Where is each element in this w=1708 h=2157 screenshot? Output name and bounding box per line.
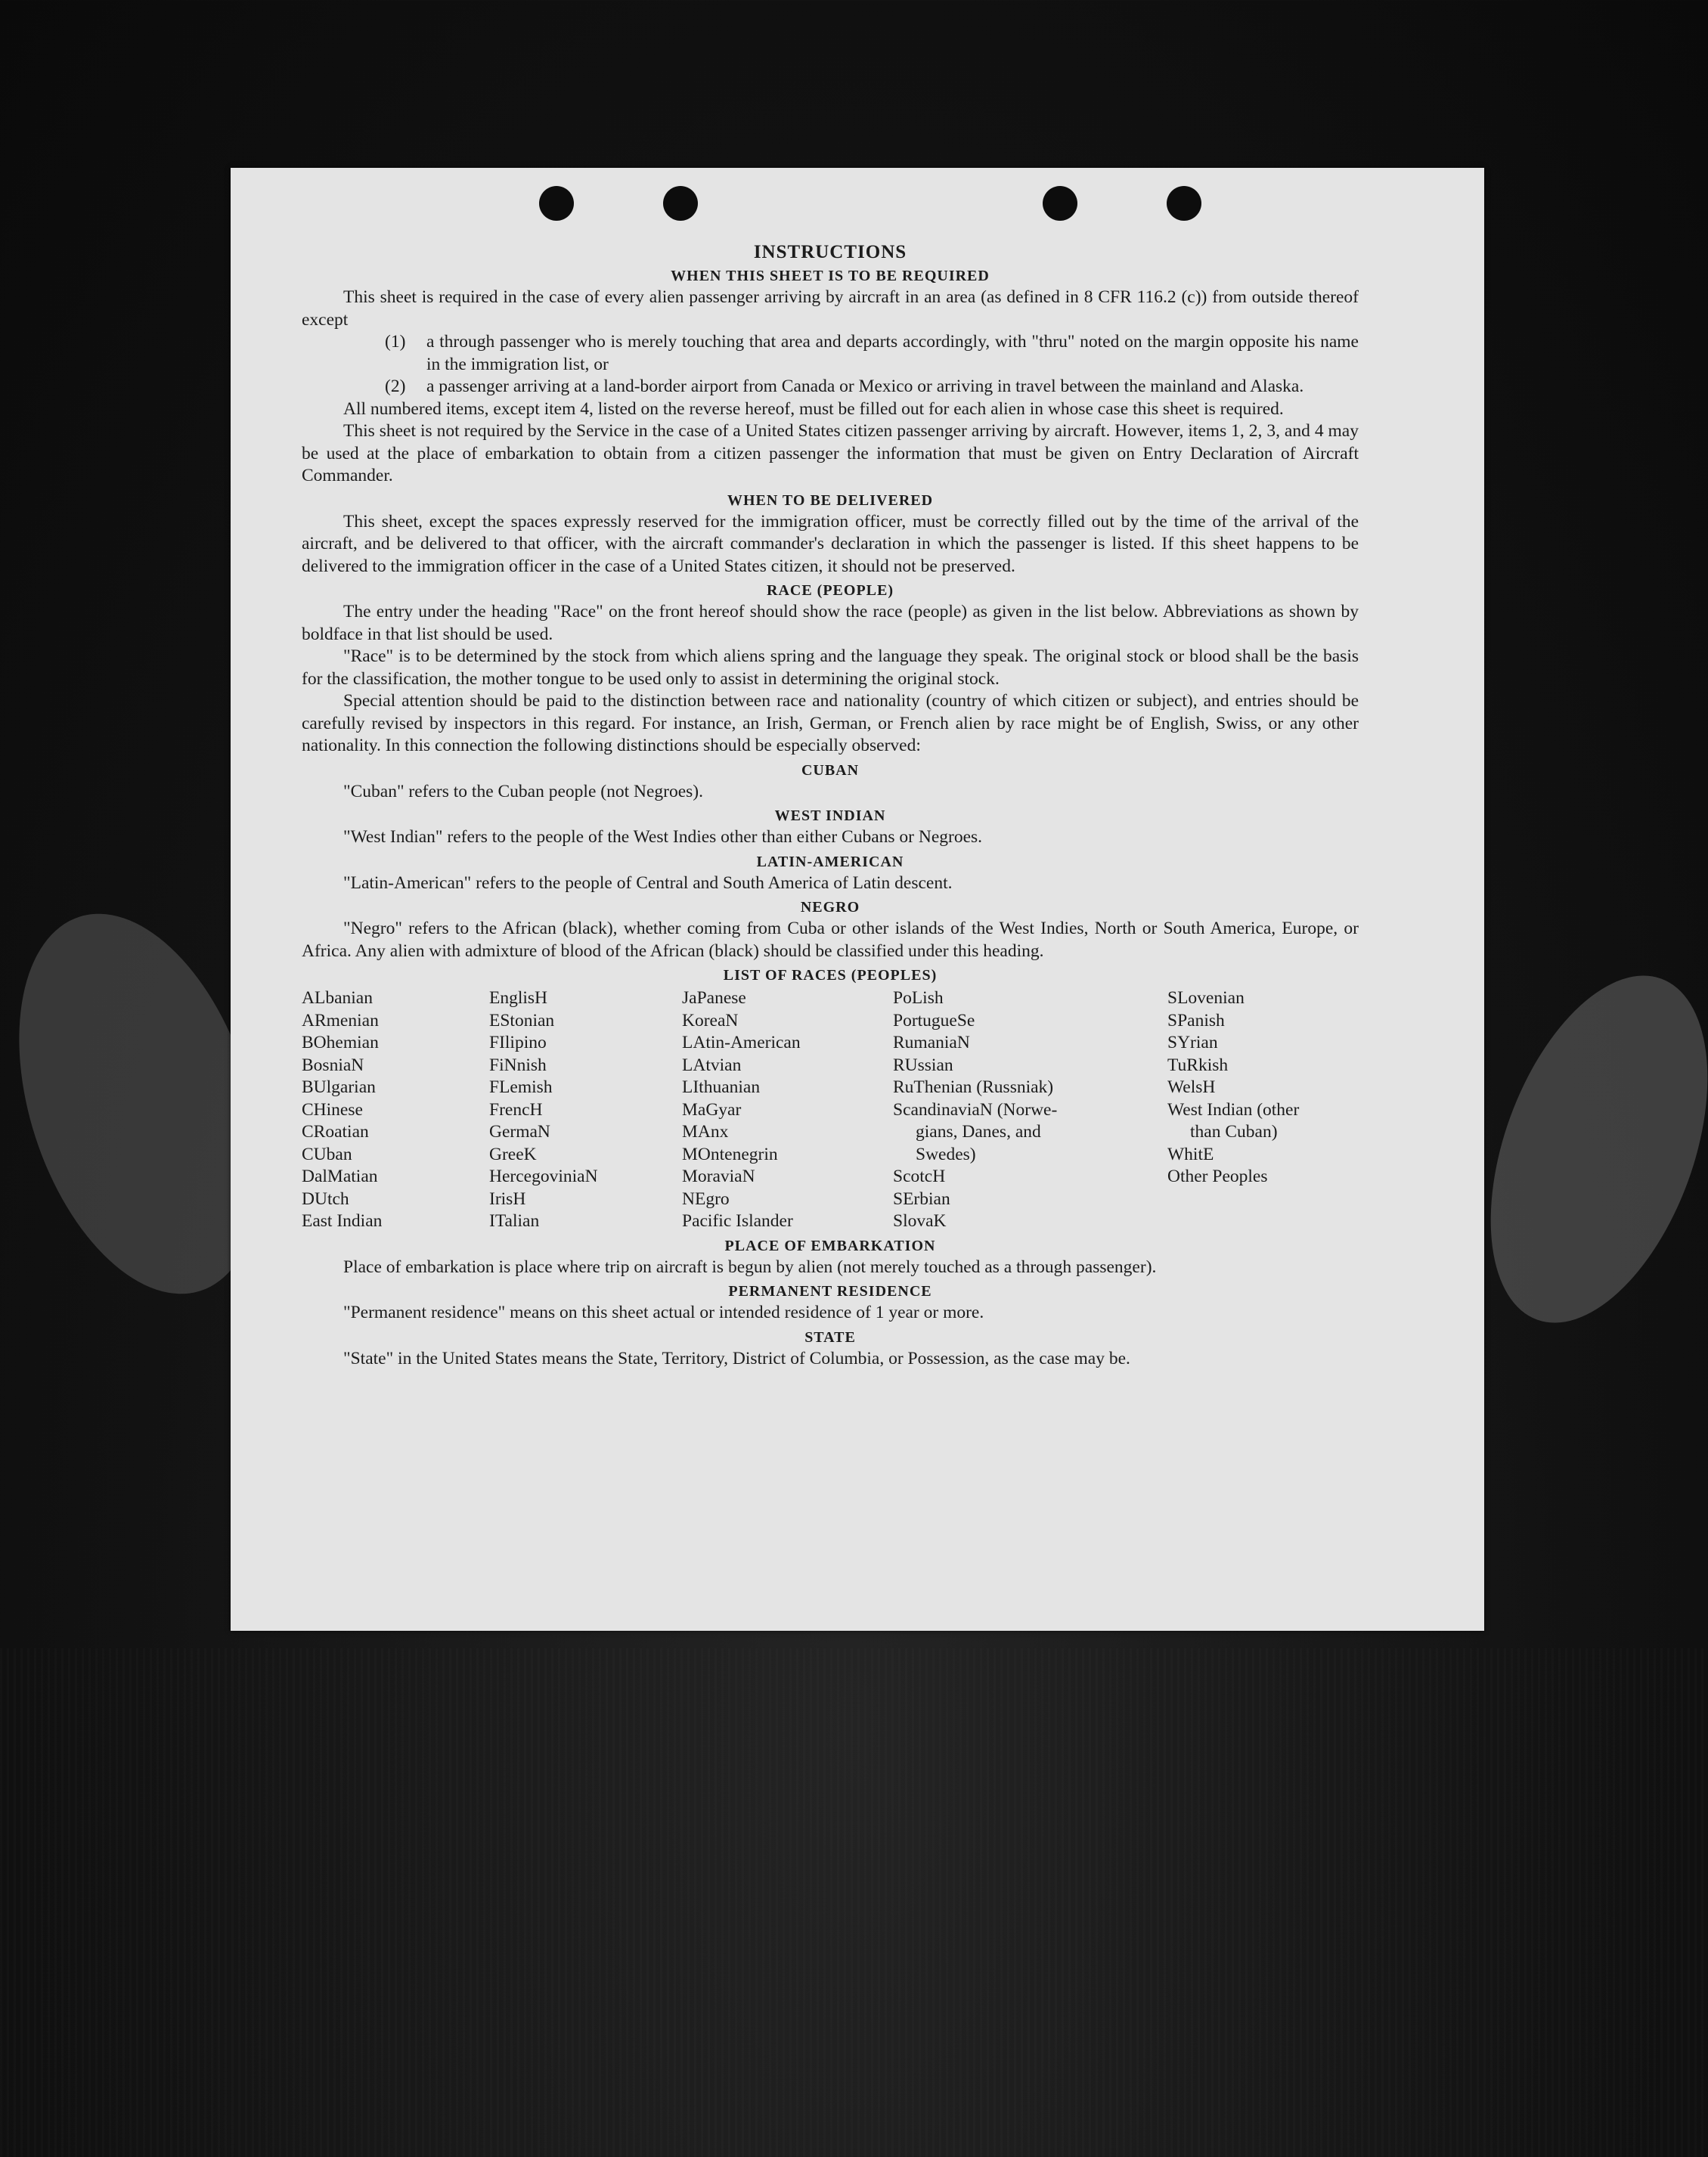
race-entry: SYrian [1167, 1033, 1218, 1052]
race-entry: EStonian [489, 1010, 555, 1030]
numbered-items-paragraph: All numbered items, except item 4, listed on the reverse hereof, must be filled out for each alien in whose case this sheet is required. [343, 398, 1284, 419]
race-entry: WelsH [1167, 1077, 1216, 1097]
sheet-content [302, 242, 1359, 1370]
race-entry: NEgro [682, 1189, 730, 1209]
race-entry: EnglisH [489, 988, 548, 1008]
race-entry: LIthuanian [682, 1077, 761, 1097]
exception-text: a through passenger who is merely touching that area and departs accordingly, with "thru" noted on the margin opposite his name in the immigration list, or [426, 332, 1359, 374]
embarkation-definition: Place of embarkation is place where trip on aircraft is begun by alien (not merely touched as a through passenger). [343, 1257, 1157, 1277]
race-list [302, 987, 1359, 1233]
negro-definition: "Negro" refers to the African (black), whether coming from Cuba or other islands of the West Indies, North or South America, Europe, or Africa. Any alien with admixture of blood of the African (black) should be classified under this heading. [302, 919, 1359, 961]
exception-item [385, 331, 1359, 376]
section-heading-permanent-residence: PERMANENT RESIDENCE [728, 1283, 932, 1300]
race-entry: East Indian [302, 1211, 383, 1231]
race-column [1167, 987, 1359, 1233]
permanent-residence-definition: "Permanent residence" means on this sheet actual or intended residence of 1 year or more. [343, 1303, 984, 1322]
race-entry: DUtch [302, 1189, 349, 1209]
race-entry: PoLish [893, 988, 944, 1008]
race-entry: Swedes) [916, 1144, 976, 1164]
race-paragraph: The entry under the heading "Race" on the front hereof should show the race (people) as given in the list below. Abbreviations as shown by boldface in that list should be used. [302, 602, 1359, 644]
race-entry: ScandinaviaN (Norwe- [893, 1099, 1058, 1120]
section-heading-state: STATE [804, 1328, 856, 1346]
race-entry: SPanish [1167, 1010, 1225, 1030]
citizen-paragraph: This sheet is not required by the Service in the case of a United States citizen passenger arriving by aircraft. However, items 1, 2, 3, and 4 may be used at the place of embarkation to obtain from a citizen passenger the information that must be given on Entry Declaration of Aircraft Commander. [302, 421, 1359, 485]
race-paragraph: "Race" is to be determined by the stock from which aliens spring and the language they speak. The original stock or blood shall be the basis for the classification, the mother tongue to be used only to assist in determining the original stock. [302, 646, 1359, 689]
race-entry: FLemish [489, 1077, 553, 1097]
race-entry: BUlgarian [302, 1077, 376, 1097]
race-entry: GreeK [489, 1144, 537, 1164]
instruction-sheet [231, 168, 1484, 1631]
section-heading-latin-american: LATIN-AMERICAN [756, 853, 904, 870]
race-entry: MAnx [682, 1122, 729, 1142]
race-entry: SErbian [893, 1189, 950, 1209]
race-entry: West Indian (other [1167, 1099, 1300, 1120]
west-indian-definition: "West Indian" refers to the people of the West Indies other than either Cubans or Negroes. [343, 827, 983, 847]
race-entry: than Cuban) [1190, 1122, 1278, 1142]
punch-hole [539, 186, 574, 221]
race-entry: FiNnish [489, 1055, 547, 1075]
race-entry: MaGyar [682, 1099, 742, 1120]
race-entry: SLovenian [1167, 988, 1245, 1008]
race-entry: RumaniaN [893, 1033, 970, 1052]
race-entry: BOhemian [302, 1033, 379, 1052]
exception-text: a passenger arriving at a land-border airport from Canada or Mexico or arriving in travel between the mainland and Alaska. [426, 377, 1304, 396]
race-entry: GermaN [489, 1122, 550, 1142]
race-entry: FrencH [489, 1099, 543, 1120]
background-shadow-right [1448, 947, 1708, 1353]
race-entry: RUssian [893, 1055, 953, 1075]
latin-american-definition: "Latin-American" refers to the people of Central and South America of Latin descent. [343, 872, 953, 893]
race-entry: SlovaK [893, 1211, 947, 1231]
race-entry: CHinese [302, 1099, 363, 1120]
race-entry: HercegoviniaN [489, 1167, 598, 1186]
race-entry: JaPanese [682, 988, 746, 1008]
race-entry: TuRkish [1167, 1055, 1229, 1075]
race-entry: CUban [302, 1144, 352, 1164]
race-column [682, 987, 893, 1233]
page-title: INSTRUCTIONS [753, 242, 907, 262]
when-delivered-text: This sheet, except the spaces expressly reserved for the immigration officer, must be correctly filled out by the time of the arrival of the aircraft, and be delivered to that officer, with the aircraft commander's declaration in which the passenger is listed. If this sheet happens to be delivered to the immigration officer in the case of a United States citizen, it should not be preserved. [302, 511, 1359, 576]
punch-hole [663, 186, 698, 221]
exception-item [385, 376, 1359, 398]
race-entry: ARmenian [302, 1010, 379, 1030]
race-entry: IrisH [489, 1189, 526, 1209]
punch-hole [1043, 186, 1077, 221]
section-heading-cuban: CUBAN [801, 761, 860, 779]
exception-number: (2) [385, 377, 406, 396]
race-column [489, 987, 682, 1233]
section-heading-embarkation: PLACE OF EMBARKATION [724, 1237, 936, 1254]
section-heading-west-indian: WEST INDIAN [774, 807, 886, 824]
race-entry: MOntenegrin [682, 1144, 778, 1164]
race-entry: FIlipino [489, 1033, 547, 1052]
state-definition: "State" in the United States means the State, Territory, District of Columbia, or Possession, as the case may be. [343, 1348, 1130, 1368]
race-entry: Pacific Islander [682, 1211, 793, 1231]
race-entry: LAtvian [682, 1055, 742, 1075]
section-heading-negro: NEGRO [800, 899, 860, 916]
section-heading-when-required: WHEN THIS SHEET IS TO BE REQUIRED [671, 268, 990, 284]
race-entry: BosniaN [302, 1055, 364, 1075]
race-entry: DalMatian [302, 1167, 378, 1186]
race-paragraph: Special attention should be paid to the distinction between race and nationality (country of which citizen or subject), and entries should be carefully revised by inspectors in this regard. For instance, an Irish, German, or French alien by race might be of English, Swiss, or any other nationality. In this connection the following distinctions should be especially observed: [302, 691, 1359, 755]
section-heading-race: RACE (PEOPLE) [767, 582, 894, 599]
race-entry: ScotcH [893, 1167, 946, 1186]
race-entry: ITalian [489, 1211, 540, 1231]
when-required-intro: This sheet is required in the case of every alien passenger arriving by aircraft in an area (as defined in 8 CFR 116.2 (c)) from outside thereof except [302, 287, 1359, 330]
exception-number: (1) [385, 332, 406, 352]
race-entry: gians, Danes, and [916, 1122, 1041, 1142]
race-entry: PortugueSe [893, 1010, 975, 1030]
race-entry: ALbanian [302, 988, 373, 1008]
race-entry: LAtin-American [682, 1033, 801, 1052]
punch-hole [1167, 186, 1201, 221]
race-entry: Other Peoples [1167, 1167, 1268, 1186]
race-column [893, 987, 1167, 1233]
race-entry: KoreaN [682, 1010, 739, 1030]
cuban-definition: "Cuban" refers to the Cuban people (not Negroes). [343, 781, 703, 801]
race-column [302, 987, 489, 1233]
section-heading-when-delivered: WHEN TO BE DELIVERED [727, 491, 934, 509]
race-entry: MoraviaN [682, 1167, 755, 1186]
race-entry: WhitE [1167, 1144, 1214, 1164]
race-entry: RuThenian (Russniak) [893, 1077, 1054, 1097]
section-heading-list-of-races: LIST OF RACES (PEOPLES) [723, 967, 938, 984]
race-entry: CRoatian [302, 1122, 369, 1142]
scan-background-noise [0, 1648, 1708, 2157]
